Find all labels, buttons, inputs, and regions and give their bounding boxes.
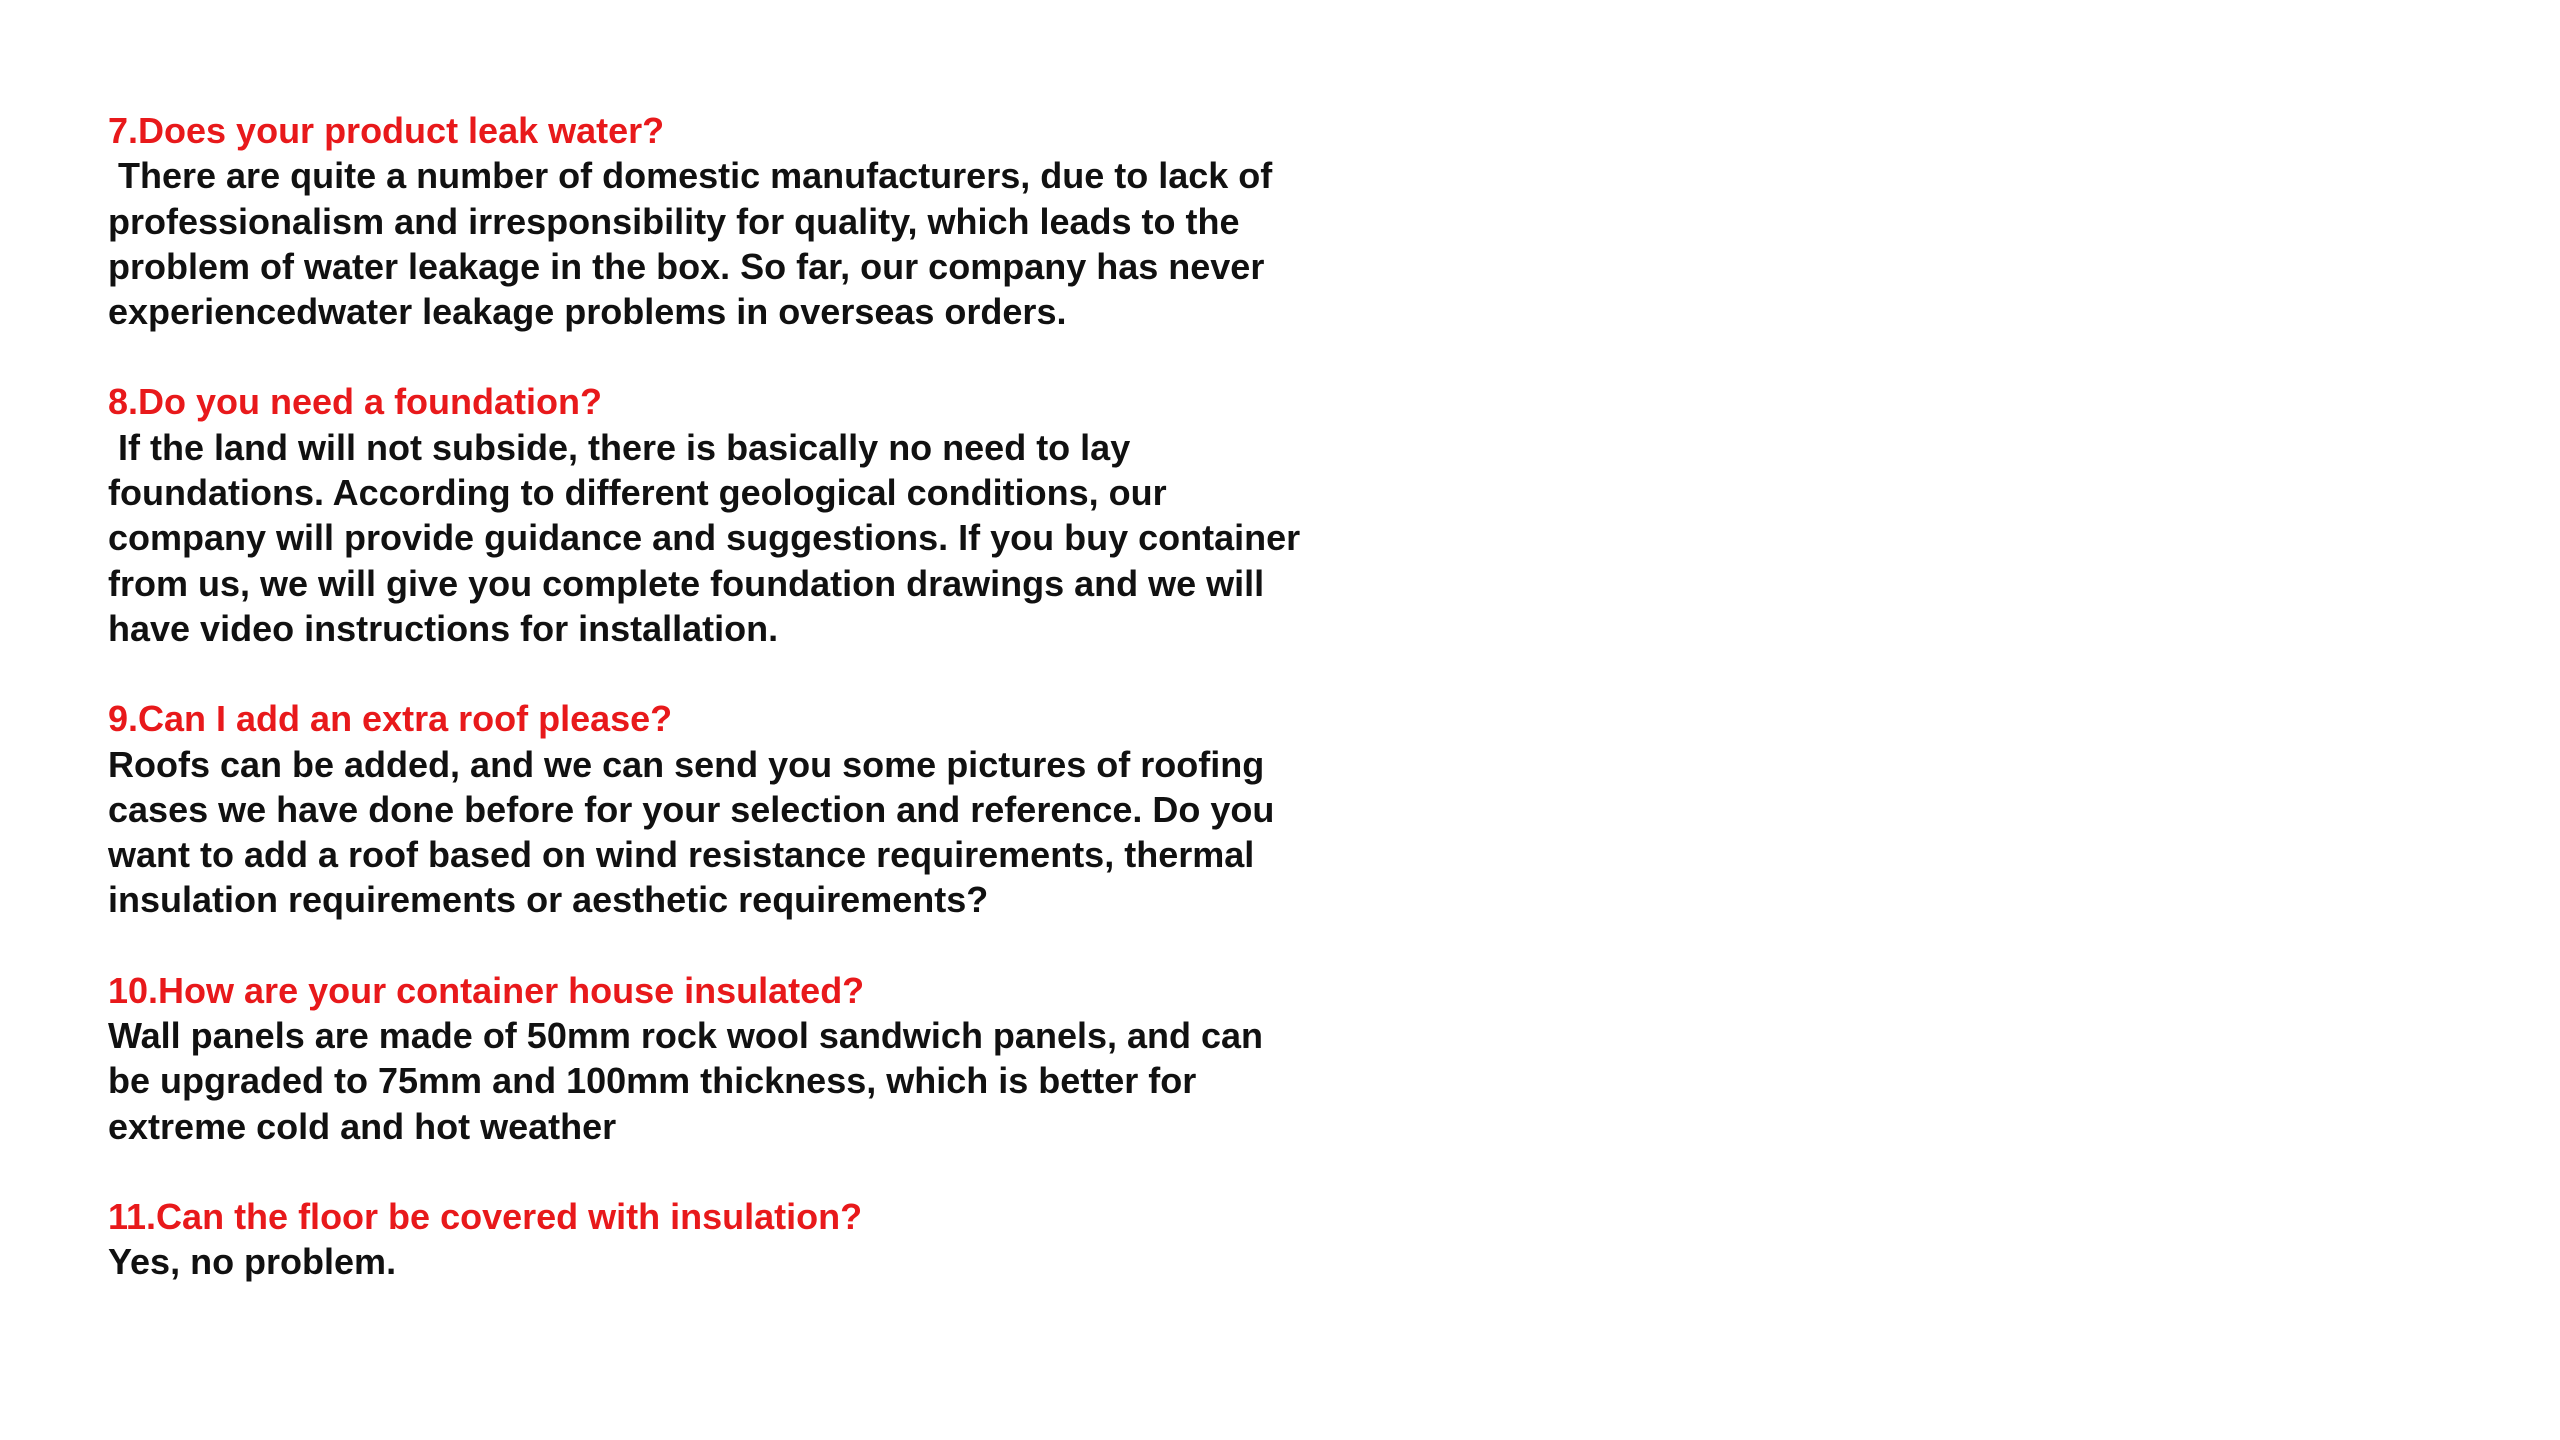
answer-line: from us, we will give you complete foundation drawings and we will bbox=[108, 562, 1265, 604]
answer-line: Wall panels are made of 50mm rock wool sandwich panels, and can bbox=[108, 1015, 1264, 1057]
faq-question: 11.Can the floor be covered with insulation? bbox=[108, 1195, 863, 1237]
answer-line: There are quite a number of domestic manufacturers, due to lack of bbox=[108, 155, 1273, 197]
answer-line: foundations. According to different geological conditions, our bbox=[108, 472, 1167, 514]
faq-answer bbox=[108, 1013, 1408, 1149]
faq-answer bbox=[108, 742, 1408, 923]
answer-line: professionalism and irresponsibility for quality, which leads to the bbox=[108, 200, 1240, 242]
answer-line: If the land will not subside, there is basically no need to lay bbox=[108, 426, 1131, 468]
faq-question: 8.Do you need a foundation? bbox=[108, 381, 602, 423]
answer-line: have video instructions for installation. bbox=[108, 607, 779, 649]
answer-line: problem of water leakage in the box. So far, our company has never bbox=[108, 245, 1265, 287]
faq-item-7 bbox=[108, 108, 1408, 334]
faq-question: 10.How are your container house insulated? bbox=[108, 969, 865, 1011]
faq-item-10 bbox=[108, 968, 1408, 1149]
faq-answer bbox=[108, 153, 1408, 334]
faq-answer bbox=[108, 1239, 1408, 1284]
answer-line: extreme cold and hot weather bbox=[108, 1105, 617, 1147]
answer-line: Roofs can be added, and we can send you some pictures of roofing bbox=[108, 743, 1265, 785]
answer-line: company will provide guidance and suggestions. If you buy container bbox=[108, 517, 1301, 559]
answer-line: experiencedwater leakage problems in overseas orders. bbox=[108, 291, 1067, 333]
answer-line: Yes, no problem. bbox=[108, 1241, 397, 1283]
answer-line: be upgraded to 75mm and 100mm thickness, which is better for bbox=[108, 1060, 1197, 1102]
answer-line: cases we have done before for your selection and reference. Do you bbox=[108, 788, 1275, 830]
faq-item-11 bbox=[108, 1194, 1408, 1285]
answer-line: want to add a roof based on wind resistance requirements, thermal bbox=[108, 834, 1255, 876]
faq-question: 9.Can I add an extra roof please? bbox=[108, 698, 673, 740]
faq-question: 7.Does your product leak water? bbox=[108, 110, 665, 151]
faq-answer bbox=[108, 425, 1408, 651]
answer-line: insulation requirements or aesthetic requirements? bbox=[108, 879, 989, 921]
faq-item-9 bbox=[108, 696, 1408, 922]
faq-list bbox=[108, 108, 1408, 1330]
faq-item-8 bbox=[108, 379, 1408, 651]
